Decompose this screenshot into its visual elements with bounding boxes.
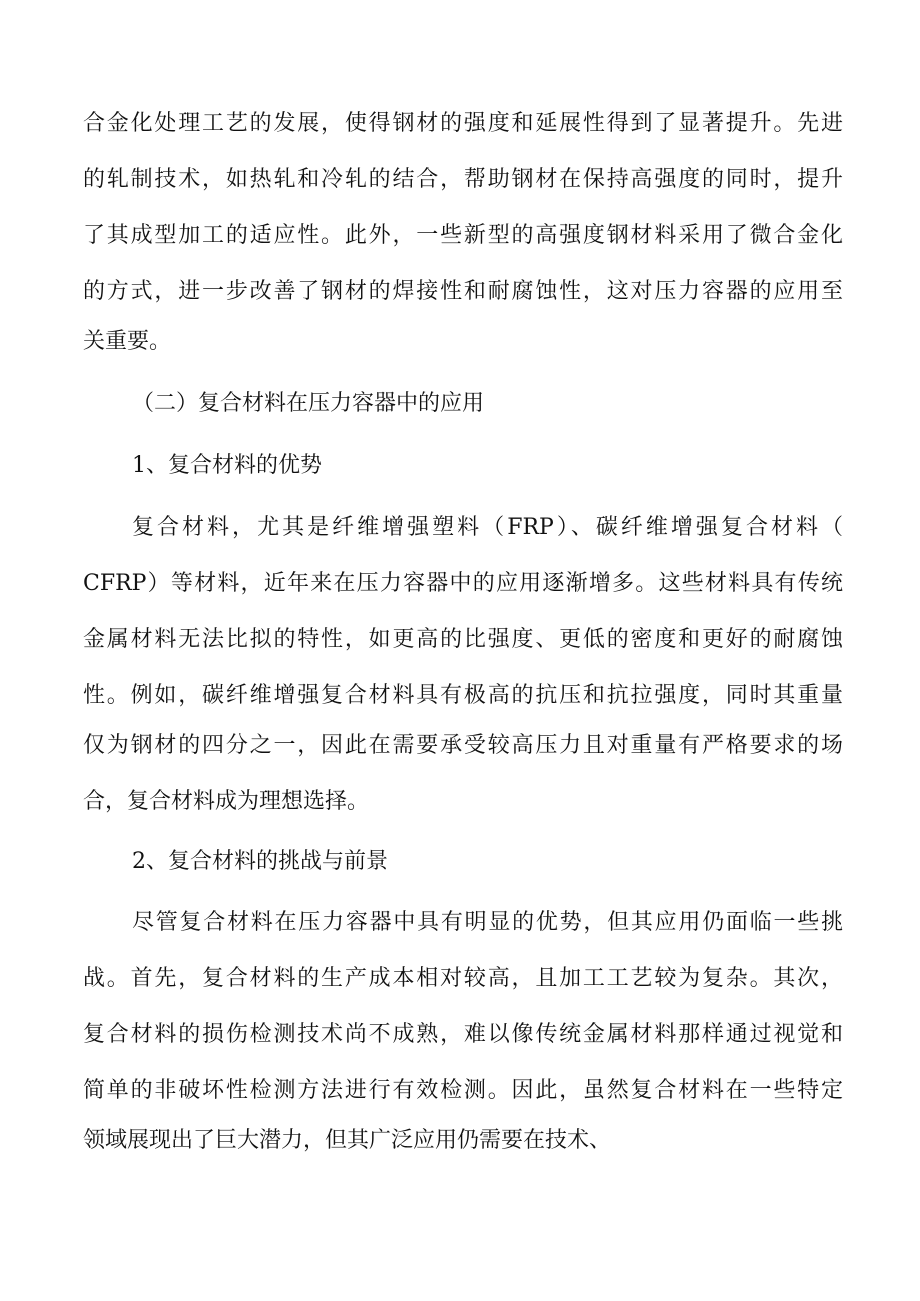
paragraph-3-line-4: 简单的非破坏性检测方法进行有效检测。因此，虽然复合材料在一些特定: [83, 1078, 843, 1103]
section-heading: （二）复合材料在压力容器中的应用: [132, 391, 485, 416]
paragraph-2-line-1: 复合材料，尤其是纤维增强塑料（FRP）、碳纤维增强复合材料（: [132, 515, 843, 540]
subheading-advantages: 1、复合材料的优势: [132, 453, 322, 478]
paragraph-2-line-6: 合，复合材料成为理想选择。: [83, 789, 370, 814]
paragraph-2-line-4: 性。例如，碳纤维增强复合材料具有极高的抗压和抗拉强度，同时其重量: [83, 683, 843, 708]
paragraph-1-line-5: 关重要。: [83, 329, 172, 354]
paragraph-3-line-2: 战。首先，复合材料的生产成本相对较高，且加工工艺较为复杂。其次，: [83, 966, 843, 991]
paragraph-3-line-3: 复合材料的损伤检测技术尚不成熟，难以像传统金属材料那样通过视觉和: [83, 1022, 843, 1047]
paragraph-1-line-4: 的方式，进一步改善了钢材的焊接性和耐腐蚀性，这对压力容器的应用至: [83, 279, 843, 304]
paragraph-2-line-2: CFRP）等材料，近年来在压力容器中的应用逐渐增多。这些材料具有传统: [83, 571, 843, 596]
paragraph-1-line-2: 的轧制技术，如热轧和冷轧的结合，帮助钢材在保持高强度的同时，提升: [83, 167, 843, 192]
paragraph-1-line-1: 合金化处理工艺的发展，使得钢材的强度和延展性得到了显著提升。先进: [83, 111, 843, 136]
subheading-challenges: 2、复合材料的挑战与前景: [132, 849, 388, 874]
paragraph-1-line-3: 了其成型加工的适应性。此外，一些新型的高强度钢材料采用了微合金化: [83, 223, 843, 248]
paragraph-2-line-5: 仅为钢材的四分之一，因此在需要承受较高压力且对重量有严格要求的场: [83, 733, 843, 758]
paragraph-3-line-5: 领域展现出了巨大潜力，但其广泛应用仍需要在技术、: [83, 1128, 612, 1153]
paragraph-3-line-1: 尽管复合材料在压力容器中具有明显的优势，但其应用仍面临一些挑: [132, 910, 843, 935]
paragraph-2-line-3: 金属材料无法比拟的特性，如更高的比强度、更低的密度和更好的耐腐蚀: [83, 627, 843, 652]
